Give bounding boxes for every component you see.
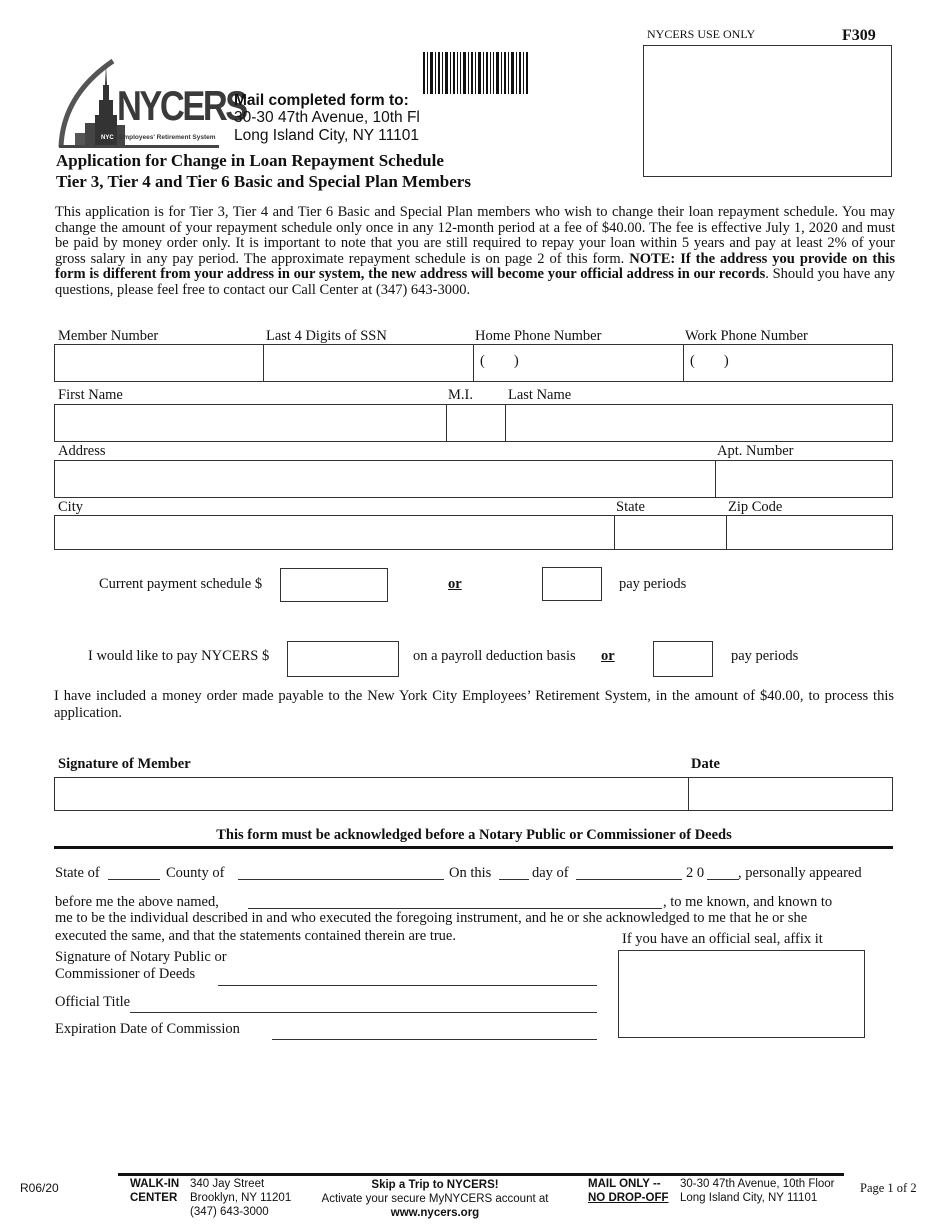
city-input[interactable] (55, 516, 614, 549)
mail-address-line1: 30-30 47th Avenue, 10th Fl (234, 109, 420, 126)
payroll-basis-label: on a payroll deduction basis (413, 648, 576, 664)
mail-only-label-1: MAIL ONLY -- (588, 1178, 661, 1190)
on-this-label: On this (449, 865, 492, 881)
expiration-label: Expiration Date of Commission (55, 1021, 240, 1037)
skip-trip-text: Activate your secure MyNYCERS account at (321, 1193, 549, 1205)
logo-badge: NYC (101, 135, 114, 141)
barcode (423, 52, 529, 94)
city-row (54, 515, 893, 550)
address-row (54, 460, 893, 498)
footer-rule (118, 1173, 844, 1176)
personally-appeared-label: , personally appeared (738, 865, 862, 881)
member-info-row (54, 344, 893, 382)
walkin-address-2: Brooklyn, NY 11201 (190, 1192, 292, 1204)
seal-label: If you have an official seal, affix it (622, 931, 823, 947)
or-label-2: or (601, 648, 615, 664)
home-phone-label: Home Phone Number (475, 328, 602, 344)
notary-statement-line3: executed the same, and that the statements contained therein are true. (55, 928, 456, 944)
day-of-label: day of (532, 865, 569, 881)
to-me-known-label: , to me known, and known to (663, 894, 833, 910)
nycers-use-only-box (643, 45, 892, 177)
new-amount-input[interactable] (287, 641, 399, 677)
day-number-line[interactable] (499, 879, 529, 880)
intro-contact: . Should you have any questions, please feel free to contact our Call Center at (347) 643-3000. (55, 266, 896, 298)
work-phone-input[interactable] (684, 345, 892, 381)
walkin-label-2: CENTER (130, 1192, 178, 1204)
walkin-phone: (347) 643-3000 (190, 1206, 269, 1218)
new-periods-input[interactable] (653, 641, 713, 677)
notary-signature-line[interactable] (218, 985, 597, 986)
apt-number-label: Apt. Number (717, 443, 794, 459)
notary-signature-label-line1: Signature of Notary Public or (55, 949, 227, 965)
ssn-input[interactable] (264, 345, 473, 381)
pay-periods-label-1: pay periods (619, 576, 687, 592)
use-only-label: NYCERS USE ONLY (647, 27, 756, 41)
state-of-label: State of (55, 865, 100, 881)
last-name-input[interactable] (506, 405, 892, 441)
money-order-statement: I have included a money order made payable to the New York City Employees’ Retirement System, in the amount of $40.00, to process this application. (54, 688, 894, 721)
year-line[interactable] (707, 879, 739, 880)
footer-mail-address-1: 30-30 47th Avenue, 10th Floor (680, 1178, 835, 1190)
home-phone-input[interactable] (474, 345, 683, 381)
state-label: State (616, 499, 645, 515)
notary-divider (54, 846, 893, 849)
walkin-address-1: 340 Jay Street (190, 1178, 265, 1190)
member-signature-label: Signature of Member (58, 756, 191, 772)
revision-code: R06/20 (20, 1181, 59, 1195)
mi-input[interactable] (447, 405, 505, 441)
named-person-line[interactable] (248, 908, 662, 909)
intro-note: NOTE: If the address you provide on this form is different from your address in our system, the new address will become your official address in our records (55, 250, 895, 283)
work-phone-label: Work Phone Number (685, 328, 808, 344)
signature-row (54, 777, 893, 811)
mail-only-label-2: NO DROP-OFF (588, 1192, 669, 1204)
seal-box[interactable] (618, 950, 865, 1038)
intro-paragraph (55, 205, 895, 299)
home-phone-area: ( ) (480, 353, 519, 369)
current-amount-input[interactable] (280, 568, 388, 602)
first-name-input[interactable] (55, 405, 446, 441)
zip-input[interactable] (727, 516, 892, 549)
or-label-1: or (448, 576, 462, 592)
county-of-line[interactable] (238, 879, 444, 880)
last-name-label: Last Name (508, 387, 572, 403)
current-schedule-label: Current payment schedule $ (99, 576, 263, 592)
form-title-line2: Tier 3, Tier 4 and Tier 6 Basic and Special Plan Members (56, 172, 471, 191)
member-number-input[interactable] (55, 345, 263, 381)
state-input[interactable] (615, 516, 726, 549)
ssn-label: Last 4 Digits of SSN (266, 328, 387, 344)
skip-trip-title: Skip a Trip to NYCERS! (371, 1179, 499, 1191)
address-input[interactable] (55, 461, 715, 497)
first-name-label: First Name (58, 387, 123, 403)
official-title-label: Official Title (55, 994, 131, 1010)
walkin-label-1: WALK-IN (130, 1178, 180, 1190)
notary-signature-label-line2: Commissioner of Deeds (55, 966, 196, 982)
form-code: F309 (842, 27, 876, 44)
year-prefix: 2 0 (686, 865, 705, 881)
notary-heading: This form must be acknowledged before a Notary Public or Commissioner of Deeds (216, 827, 732, 843)
work-phone-area: ( ) (690, 353, 729, 369)
intro-text: This application is for Tier 3, Tier 4 and Tier 6 Basic and Special Plan members who wish to change their loan repayment schedule. You may change the amount of your repayment schedule only once in any 12-month period at a fee of $40.00. The fee is effective July 1, 2020 and must be paid by money order only. It is important to note that you are still required to repay your loan within 5 years and pay at least 2% of your gross salary in any pay period. The approximate repayment schedule is on page 2 of this form. (55, 204, 895, 267)
page-number: Page 1 of 2 (860, 1181, 917, 1195)
zip-label: Zip Code (728, 499, 783, 515)
notary-statement-line2: me to be the individual described in and who executed the foregoing instrument, and he or she acknowledged to me that he or she (55, 910, 808, 926)
logo-subtitle: Employees' Retirement System (119, 134, 216, 141)
current-periods-input[interactable] (542, 567, 602, 601)
member-number-label: Member Number (58, 328, 159, 344)
member-signature-input[interactable] (55, 778, 688, 810)
nycers-website-link[interactable]: www.nycers.org (390, 1207, 480, 1219)
mail-heading: Mail completed form to: (234, 92, 409, 109)
address-label: Address (58, 443, 106, 459)
apt-number-input[interactable] (716, 461, 892, 497)
mail-address-line2: Long Island City, NY 11101 (234, 127, 419, 144)
logo-wordmark: NYCERS (117, 82, 246, 129)
like-to-pay-label: I would like to pay NYCERS $ (88, 648, 270, 664)
signature-date-input[interactable] (689, 778, 892, 810)
expiration-line[interactable] (272, 1039, 597, 1040)
state-of-line[interactable] (108, 879, 160, 880)
form-title-line1: Application for Change in Loan Repayment Schedule (56, 151, 444, 170)
before-me-label: before me the above named, (55, 894, 219, 910)
county-of-label: County of (166, 865, 225, 881)
nycers-logo (55, 55, 246, 150)
month-line[interactable] (576, 879, 682, 880)
city-label: City (58, 499, 83, 515)
pay-periods-label-2: pay periods (731, 648, 799, 664)
mi-label: M.I. (448, 387, 473, 403)
footer-mail-address-2: Long Island City, NY 11101 (680, 1192, 818, 1204)
name-row (54, 404, 893, 442)
date-label: Date (691, 756, 720, 772)
official-title-line[interactable] (130, 1012, 597, 1013)
